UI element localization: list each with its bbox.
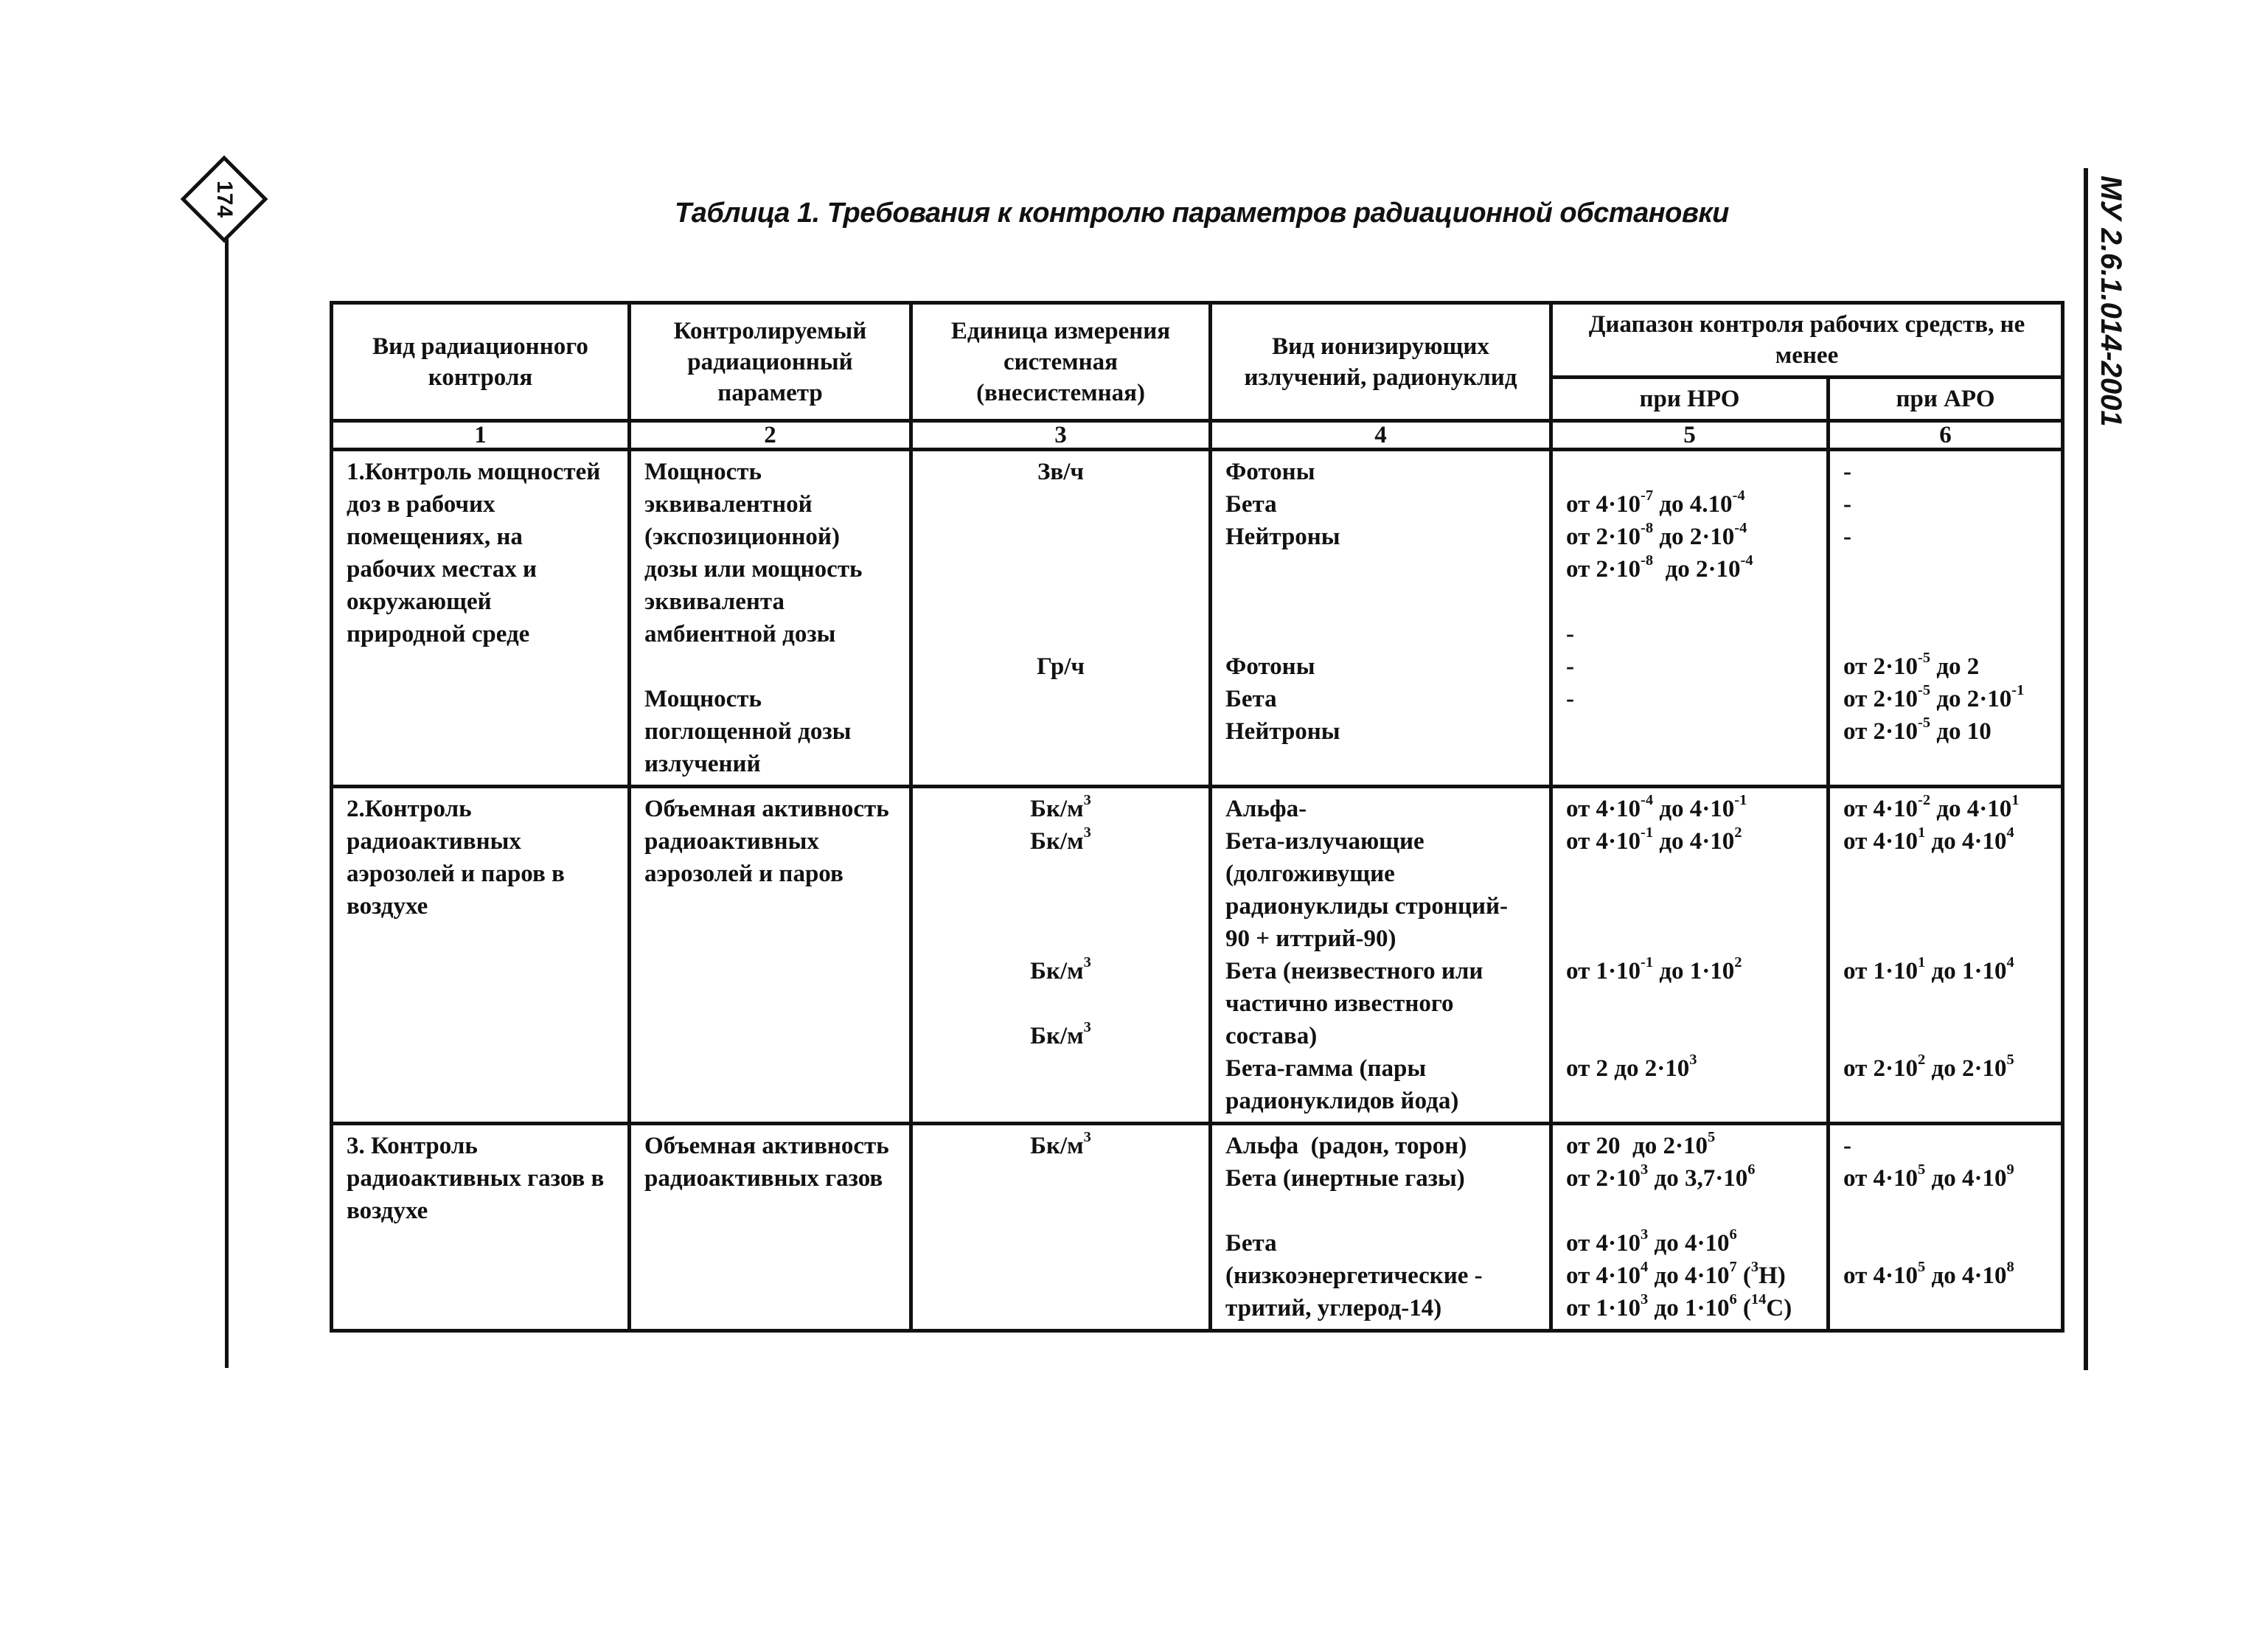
- cell-line: Бета-излучающие: [1225, 828, 1425, 855]
- cell-line: [926, 858, 1195, 890]
- left-margin-line: [225, 221, 229, 1368]
- cell-line: Нейтроны: [1225, 718, 1340, 745]
- unit-cell: [911, 1124, 1211, 1331]
- table-row: [332, 787, 2063, 1124]
- radiation-cell: [1211, 787, 1551, 1124]
- column-number: 5: [1551, 421, 1829, 450]
- cell-line: [1843, 553, 2048, 586]
- cell-line: [1225, 553, 1536, 586]
- cell-line: от 2 до $2\cdot 10^3$: [1566, 1051, 1697, 1082]
- cell-line: от $1\cdot 10^1$ до $1\cdot 10^4$: [1843, 954, 2014, 984]
- cell-line: от $4\cdot 10^{-1}$ до $4\cdot 10^2$: [1566, 824, 1742, 855]
- cell-line: [926, 715, 1195, 748]
- cell-line: -: [1843, 459, 1851, 485]
- cell-line: [1566, 858, 1813, 890]
- cell-line: (низкоэнергетические -: [1225, 1262, 1483, 1289]
- cell-line: [1843, 858, 2048, 890]
- cell-line: Фотоны: [1225, 459, 1315, 485]
- radiation-cell: [1211, 1124, 1551, 1331]
- cell-line: радионуклиды стронций-: [1225, 893, 1508, 920]
- cell-line: [926, 923, 1195, 955]
- cell-line: от $4\cdot 10^4$ до $4\cdot 10^7$ ($^3$H): [1566, 1258, 1786, 1289]
- page-number: 174: [212, 180, 237, 218]
- cell-line: [1843, 1020, 2048, 1052]
- header-unit: Единица измерения системная (внесистемная): [911, 303, 1211, 421]
- cell-line: [926, 1052, 1195, 1085]
- cell-line: [1225, 1195, 1536, 1227]
- cell-line: состава): [1225, 1023, 1318, 1049]
- column-number: 6: [1829, 421, 2063, 450]
- cell-line: от $4\cdot 10^5$ до $4\cdot 10^9$: [1843, 1161, 2014, 1192]
- cell-line: от $2\cdot 10^{-5}$ до 10: [1843, 714, 1992, 745]
- cell-line: [926, 890, 1195, 923]
- cell-line: [1566, 1020, 1813, 1052]
- cell-line: 90 + иттрий-90): [1225, 925, 1396, 952]
- cell-line: от $2\cdot 10^{-8}$ до $2\cdot 10^{-4}$: [1566, 552, 1753, 583]
- cell-line: радионуклидов йода): [1225, 1088, 1459, 1114]
- header-row-1: [332, 303, 2063, 378]
- cell-line: Гр/ч: [1036, 653, 1085, 680]
- table-row: [332, 450, 2063, 787]
- cell-line: [926, 683, 1195, 715]
- cell-line: [1566, 586, 1813, 618]
- unit-cell: [911, 450, 1211, 787]
- cell-line: [926, 488, 1195, 521]
- cell-line: $Бк/м^3$: [1030, 1018, 1091, 1049]
- header-range: Диапазон контроля рабочих средств, не менее: [1551, 303, 2063, 378]
- cell-line: Бета-гамма (пары: [1225, 1055, 1427, 1082]
- cell-line: Нейтроны: [1225, 524, 1340, 550]
- cell-line: Зв/ч: [1037, 459, 1085, 485]
- cell-line: [1225, 586, 1536, 618]
- column-number: 2: [630, 421, 911, 450]
- cell-line: [926, 987, 1195, 1020]
- column-number: 1: [332, 421, 630, 450]
- cell-line: $Бк/м^3$: [1030, 791, 1091, 822]
- cell-line: -: [1843, 1133, 1851, 1159]
- radiation-cell: [1211, 450, 1551, 787]
- column-number-row: [332, 421, 2063, 450]
- cell-line: [1566, 923, 1813, 955]
- cell-line: от $4\cdot 10^{-2}$ до $4\cdot 10^1$: [1843, 791, 2020, 822]
- radiation-control-table: [330, 301, 2064, 1333]
- cell-line: тритий, углерод-14): [1225, 1295, 1442, 1321]
- cell-line: от $2\cdot 10^{-5}$ до 2: [1843, 649, 1980, 680]
- cell-line: Фотоны: [1225, 653, 1315, 680]
- cell-line: $Бк/м^3$: [1030, 954, 1091, 984]
- cell-line: от $4\cdot 10^{-7}$ до $4.10^{-4}$: [1566, 487, 1745, 518]
- cell-line: от $4\cdot 10^{-4}$ до $4\cdot 10^{-1}$: [1566, 791, 1747, 822]
- cell-line: от $4\cdot 10^5$ до $4\cdot 10^8$: [1843, 1258, 2014, 1289]
- header-radiation: Вид ионизирующих излучений, радионуклид: [1211, 303, 1551, 421]
- cell-line: Альфа-: [1225, 796, 1307, 822]
- cell-line: [1843, 987, 2048, 1020]
- cell-line: от 20 до $2\cdot 10^5$: [1566, 1128, 1716, 1159]
- parameter-cell: Объемная активность радиоактивных аэрозолей и паров: [630, 787, 911, 1124]
- cell-line: [1843, 1195, 2048, 1227]
- cell-line: [1843, 618, 2048, 650]
- aro-range-cell: [1829, 450, 2063, 787]
- cell-line: от $2\cdot 10^3$ до $3,7\cdot 10^6$: [1566, 1161, 1756, 1192]
- cell-line: от $1\cdot 10^{-1}$ до $1\cdot 10^2$: [1566, 954, 1742, 984]
- cell-line: $Бк/м^3$: [1030, 1128, 1091, 1159]
- cell-line: Альфа (радон, торон): [1225, 1133, 1467, 1159]
- cell-line: от $2\cdot 10^{-8}$ до $2\cdot 10^{-4}$: [1566, 519, 1747, 550]
- cell-line: Бета: [1225, 491, 1277, 518]
- nro-range-cell: [1551, 450, 1829, 787]
- cell-line: Бета: [1225, 686, 1277, 712]
- cell-line: -: [1843, 491, 1851, 518]
- cell-line: -: [1566, 621, 1574, 647]
- cell-line: от $2\cdot 10^2$ до $2\cdot 10^5$: [1843, 1051, 2014, 1082]
- document-code: МУ 2.6.1.014-2001: [2095, 176, 2127, 427]
- aro-range-cell: [1829, 1124, 2063, 1331]
- control-type-cell: 1.Контроль мощностей доз в рабочих помещениях, на рабочих местах и окружающей природной среде: [332, 450, 630, 787]
- cell-line: [926, 521, 1195, 553]
- column-number: 4: [1211, 421, 1551, 450]
- cell-line: от $4\cdot 10^3$ до $4\cdot 10^6$: [1566, 1226, 1737, 1257]
- header-nro: при НРО: [1551, 378, 1829, 421]
- cell-line: от $1\cdot 10^3$ до $1\cdot 10^6$ ($^{14}$C): [1566, 1291, 1792, 1321]
- page-number-badge: [181, 156, 268, 243]
- cell-line: [1566, 1195, 1813, 1227]
- cell-line: [1843, 923, 2048, 955]
- parameter-text: Мощность поглощенной дозы излучений: [644, 686, 852, 777]
- cell-line: от $2\cdot 10^{-5}$ до $2\cdot 10^{-1}$: [1843, 681, 2025, 712]
- control-type-cell: 2.Контроль радиоактивных аэрозолей и паров в воздухе: [332, 787, 630, 1124]
- cell-line: [1843, 586, 2048, 618]
- cell-line: -: [1843, 524, 1851, 550]
- cell-line: Бета: [1225, 1230, 1277, 1257]
- cell-line: -: [1566, 653, 1574, 680]
- unit-cell: [911, 787, 1211, 1124]
- cell-line: [1843, 1292, 2048, 1324]
- cell-line: [1843, 890, 2048, 923]
- column-number: 3: [911, 421, 1211, 450]
- cell-line: -: [1566, 686, 1574, 712]
- table-row: [332, 1124, 2063, 1331]
- nro-range-cell: [1551, 1124, 1829, 1331]
- cell-line: [1566, 987, 1813, 1020]
- cell-line: [1225, 618, 1536, 650]
- cell-line: [1566, 456, 1813, 488]
- control-type-cell: 3. Контроль радиоактивных газов в воздухе: [332, 1124, 630, 1331]
- parameter-text: Мощность эквивалентной (экспозиционной) дозы или мощность эквивалента амбиентной дозы: [644, 459, 863, 647]
- parameter-cell: Объемная активность радиоактивных газов: [630, 1124, 911, 1331]
- cell-line: [1843, 1227, 2048, 1260]
- header-control-type: Вид радиационного контроля: [332, 303, 630, 421]
- cell-line: $Бк/м^3$: [1030, 824, 1091, 855]
- cell-line: [1566, 890, 1813, 923]
- cell-line: частично известного: [1225, 990, 1454, 1017]
- nro-range-cell: [1551, 787, 1829, 1124]
- cell-line: Бета (инертные газы): [1225, 1165, 1465, 1192]
- header-parameter: Контролируемый радиационный параметр: [630, 303, 911, 421]
- cell-line: Бета (неизвестного или: [1225, 958, 1483, 984]
- cell-line: от $4\cdot 10^1$ до $4\cdot 10^4$: [1843, 824, 2014, 855]
- header-aro: при АРО: [1829, 378, 2063, 421]
- parameter-cell: [630, 450, 911, 787]
- cell-line: (долгоживущие: [1225, 861, 1395, 887]
- cell-line: [1566, 715, 1813, 748]
- right-margin-line: [2084, 168, 2088, 1370]
- table-title: Таблица 1. Требования к контролю параметров радиационной обстановки: [675, 198, 1729, 229]
- aro-range-cell: [1829, 787, 2063, 1124]
